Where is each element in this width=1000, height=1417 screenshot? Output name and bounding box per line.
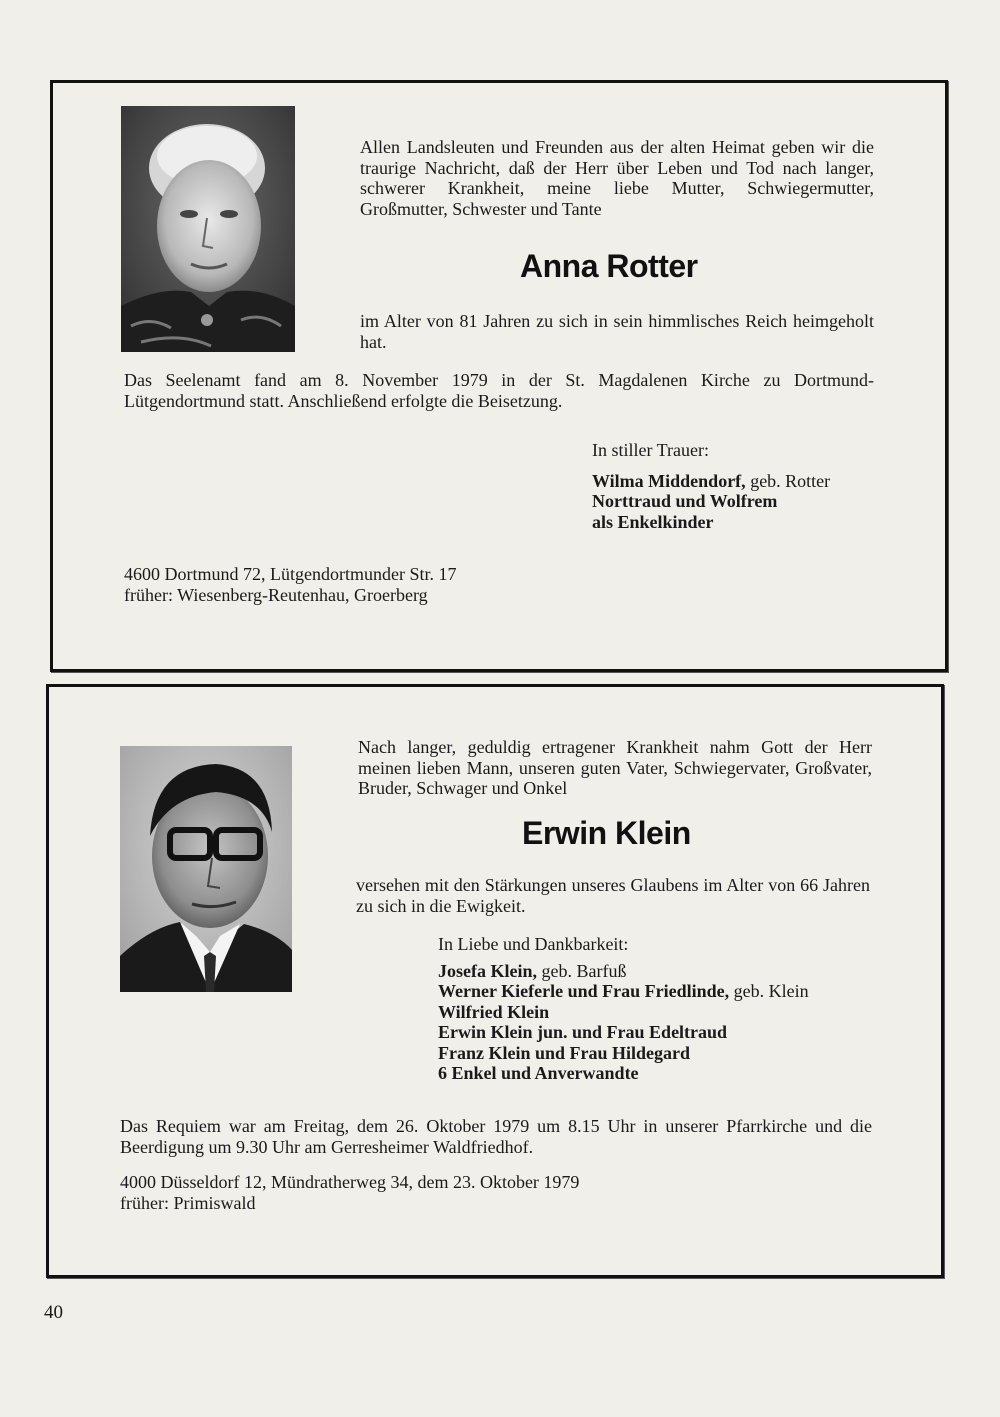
address-line: 4000 Düsseldorf 12, Mündratherweg 34, dem 23. Oktober 1979	[120, 1172, 580, 1192]
mourning-heading: In stiller Trauer:	[592, 440, 709, 460]
notice-intro-text: Nach langer, geduldig ertragener Krankheit nahm Gott der Herr meinen lieben Mann, unseren guten Vater, Schwiegervater, Großvater, Bruder, Schwager und Onkel	[358, 737, 872, 798]
notice-age-text: im Alter von 81 Jahren zu sich in sein himmlisches Reich heimgeholt hat.	[360, 311, 874, 352]
notice-intro-text: Allen Landsleuten und Freunden aus der alten Heimat geben wir die traurige Nachricht, daß der Herr über Leben und Tod nach langer, schwerer Krankheit, meine liebe Mutter, Schwiegermutter, Großmutter, Schwester und Tante	[360, 137, 874, 219]
funeral-service-text: Das Requiem war am Freitag, dem 26. Oktober 1979 um 8.15 Uhr in unserer Pfarrkirche und die Beerdigung um 9.30 Uhr am Gerresheimer Waldfriedhof.	[120, 1116, 872, 1157]
mourner-entry: Wilma Middendorf, geb. Rotter	[592, 470, 831, 491]
mourner-entry: Wilfried Klein	[438, 1001, 550, 1022]
mourner-entry: als Enkelkinder	[592, 511, 714, 532]
mourning-heading: In Liebe und Dankbarkeit:	[438, 934, 629, 954]
deceased-name: Erwin Klein	[522, 815, 691, 851]
portrait-photo-anna-rotter	[121, 106, 295, 352]
page-number: 40	[44, 1302, 63, 1323]
address-line: 4600 Dortmund 72, Lütgendortmunder Str. 17	[124, 564, 457, 584]
mourner-entry: Erwin Klein jun. und Frau Edeltraud	[438, 1022, 728, 1042]
mourner-entry: 6 Enkel und Anverwandte	[438, 1063, 639, 1083]
address-block	[120, 1172, 579, 1213]
address-block	[124, 564, 456, 605]
mourner-entry: Norttraud und Wolfrem	[592, 491, 778, 511]
mourner-entry: Josefa Klein, geb. Barfuß	[438, 960, 627, 981]
former-address-line: früher: Primiswald	[120, 1192, 256, 1213]
portrait-photo-erwin-klein	[120, 746, 292, 992]
mourner-entry: Werner Kieferle und Frau Friedlinde, geb. Klein	[438, 981, 809, 1001]
mourners-block	[438, 934, 809, 1084]
funeral-service-text: Das Seelenamt fand am 8. November 1979 in der St. Magdalenen Kirche zu Dortmund-Lütgendortmund statt. Anschließend erfolgte die Beisetzung.	[124, 370, 874, 411]
deceased-name: Anna Rotter	[520, 248, 698, 284]
notice-age-text: versehen mit den Stärkungen unseres Glaubens im Alter von 66 Jahren zu sich in die Ewigkeit.	[356, 875, 870, 916]
mourner-entry: Franz Klein und Frau Hildegard	[438, 1042, 691, 1063]
mourners-block	[592, 440, 830, 532]
former-address-line: früher: Wiesenberg-Reutenhau, Groerberg	[124, 584, 428, 605]
